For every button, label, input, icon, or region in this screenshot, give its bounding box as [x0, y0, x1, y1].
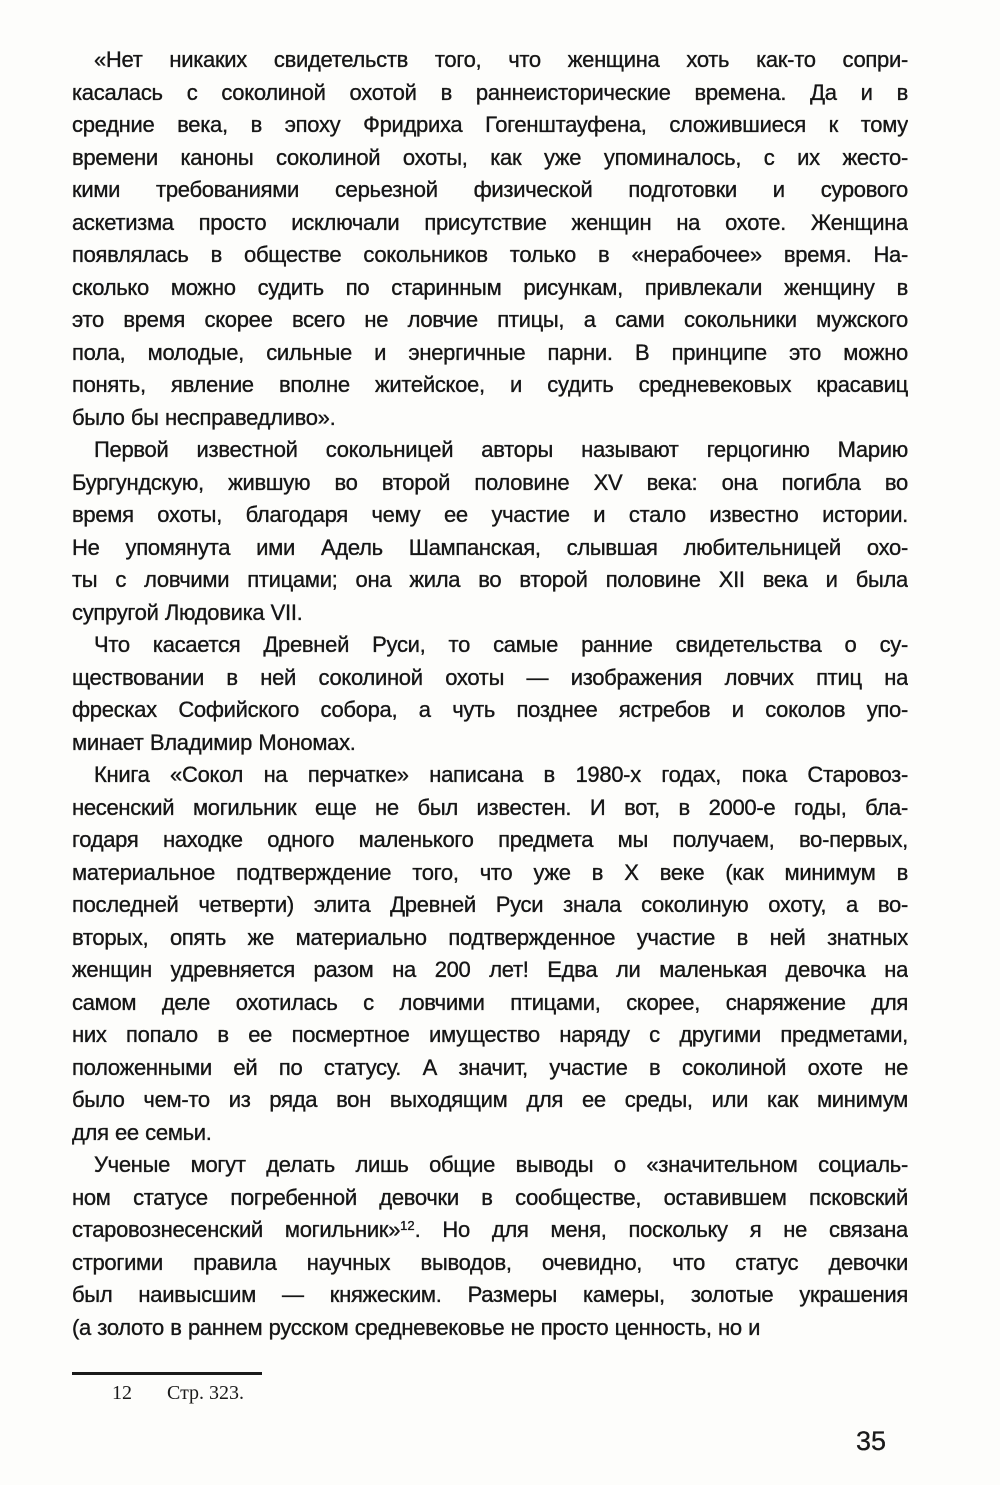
- text-line: времени каноны соколиной охоты, как уже упоминалось, с их жесто-: [72, 144, 908, 170]
- text-line: годаря находке одного маленького предмета мы получаем, во-первых,: [72, 827, 908, 852]
- text-line: вторых, опять же материально подтвержденное участие в ней знатных: [72, 924, 908, 950]
- footnote-text: Стр. 323.: [167, 1382, 245, 1404]
- page-number: 35: [856, 1426, 887, 1456]
- text-line: было бы несправедливо».: [72, 404, 336, 430]
- text-line: ном статусе погребенной девочки в сообществе, оставившем псковский: [72, 1184, 908, 1210]
- paragraph: [72, 434, 908, 629]
- text-line: Что касается Древней Руси, то самые ранние свидетельства о су-: [94, 632, 908, 657]
- text-line: аскетизма просто исключали присутствие женщин на охоте. Женщина: [72, 209, 908, 235]
- text-line: время охоты, благодаря чему ее участие и стало известно истории.: [72, 502, 908, 527]
- text-line: появлялась в обществе сокольников только в «нерабочее» время. На-: [72, 242, 908, 267]
- text-line: фресках Софийского собора, а чуть позднее ястребов и соколов упо-: [72, 697, 908, 722]
- text-segment: старовознесенский могильник»: [72, 1217, 401, 1242]
- text-line: для ее семьи.: [72, 1119, 212, 1145]
- footnote-reference: 12: [400, 1218, 415, 1233]
- text-line: Бургундскую, жившую во второй половине XV века: она погибла во: [72, 469, 908, 495]
- text-line: женщин удревняется разом на 200 лет! Едва ли маленькая девочка на: [72, 957, 908, 982]
- text-line: последней четверти) элита Древней Руси знала соколиную охоту, а во-: [72, 892, 908, 917]
- text-line: самом деле охотилась с ловчими птицами, скорее, снаряжение для: [72, 989, 908, 1015]
- text-line: (а золото в раннем русском средневековье не просто ценность, но и: [72, 1314, 761, 1340]
- text-line: положенными ей по статусу. А значит, участие в соколиной охоте не: [72, 1054, 908, 1080]
- text-block: [72, 44, 908, 1344]
- text-line: пола, молодые, сильные и энергичные парни. В принципе это можно: [72, 339, 908, 365]
- text-line: понять, явление вполне житейское, и судить средневековых красавиц: [72, 372, 908, 397]
- text-line: кими требованиями серьезной физической подготовки и сурового: [72, 177, 908, 202]
- text-line: супругой Людовика VII.: [72, 599, 303, 625]
- text-line: Ученые могут делать лишь общие выводы о «значительном социаль-: [94, 1152, 908, 1177]
- footnote-rule: [72, 1372, 262, 1375]
- text-line: было чем-то из ряда вон выходящим для ее среды, или как минимум: [72, 1087, 908, 1112]
- footnote-marker: 12: [112, 1382, 132, 1404]
- footnote: [72, 1372, 262, 1405]
- paragraph: [72, 1149, 908, 1344]
- text-line: строгими правила научных выводов, очевидно, что статус девочки: [72, 1249, 908, 1275]
- text-line: Книга «Сокол на перчатке» написана в 1980-х годах, пока Старовоз-: [94, 762, 908, 787]
- text-line: Не упомянута ими Адель Шампанская, слывшая любительницей охо-: [72, 534, 908, 560]
- paragraph: [72, 629, 908, 759]
- footnote-line: [72, 1382, 262, 1405]
- text-line: касалась с соколиной охотой в раннеисторические времена. Да и в: [72, 79, 908, 105]
- text-line: них попало в ее посмертное имущество наряду с другими предметами,: [72, 1022, 908, 1047]
- text-line: ществовании в ней соколиной охоты — изображения ловчих птиц на: [72, 664, 908, 690]
- text-line: ты с ловчими птицами; она жила во второй половине XII века и была: [72, 567, 908, 592]
- text-line: Первой известной сокольницей авторы называют герцогиню Марию: [94, 437, 908, 462]
- text-line: был наивысшим — княжеским. Размеры камеры, золотые украшения: [72, 1282, 908, 1307]
- text-line: «Нет никаких свидетельств того, что женщина хоть как-то сопри-: [94, 47, 908, 72]
- text-line: сколько можно судить по старинным рисункам, привлекали женщину в: [72, 274, 908, 300]
- text-line: несенский могильник еще не был известен. И вот, в 2000-е годы, бла-: [72, 794, 908, 820]
- text-line: [72, 1214, 908, 1247]
- paragraph: [72, 44, 908, 434]
- text-segment: . Но для меня, поскольку я не связана: [414, 1217, 908, 1242]
- text-line: это время скорее всего не ловчие птицы, а сами сокольники мужского: [72, 307, 908, 332]
- text-line: средние века, в эпоху Фридриха Гогенштауфена, сложившиеся к тому: [72, 112, 908, 137]
- text-line: материальное подтверждение того, что уже в X веке (как минимум в: [72, 859, 908, 885]
- paragraph: [72, 759, 908, 1149]
- text-line: минает Владимир Мономах.: [72, 729, 356, 755]
